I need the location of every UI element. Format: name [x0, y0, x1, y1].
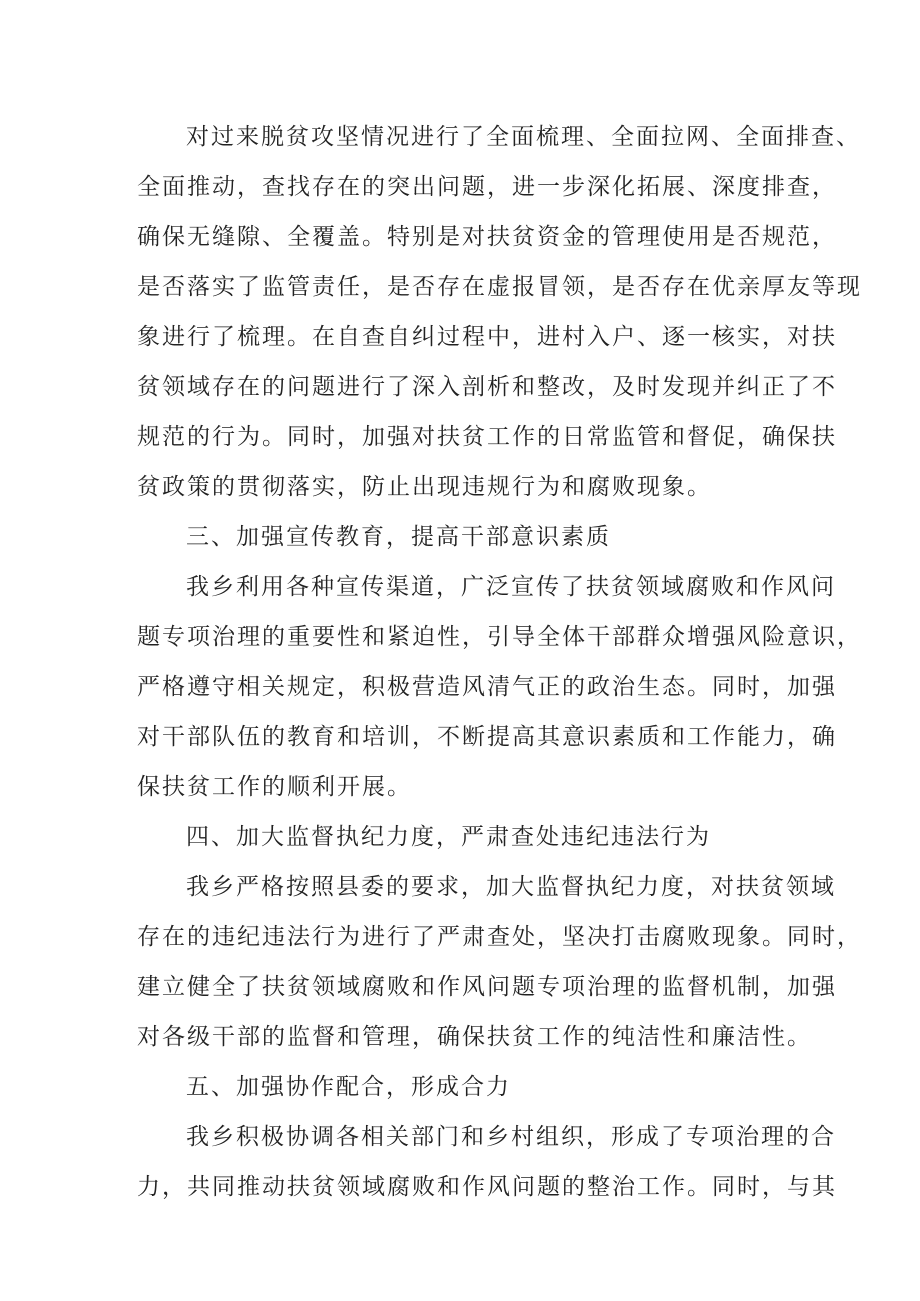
- paragraph-line: 贫领域存在的问题进行了深入剖析和整改，及时发现并纠正了不: [137, 374, 837, 400]
- paragraph-line: 全面推动，查找存在的突出问题，进一步深化拓展、深度排查，: [137, 174, 837, 200]
- paragraph-line: 我乡积极协调各相关部门和乡村组织，形成了专项治理的合: [186, 1124, 836, 1150]
- paragraph-line: 严格遵守相关规定，积极营造风清气正的政治生态。同时，加强: [137, 674, 837, 700]
- paragraph-line: 保扶贫工作的顺利开展。: [137, 774, 412, 800]
- section-heading: 三、加强宣传教育，提高干部意识素质: [186, 524, 611, 550]
- paragraph-line: 力，共同推动扶贫领域腐败和作风问题的整治工作。同时，与其: [137, 1174, 837, 1200]
- paragraph-line: 存在的违纪违法行为进行了严肃查处，坚决打击腐败现象。同时，: [137, 924, 862, 950]
- paragraph-line: 题专项治理的重要性和紧迫性，引导全体干部群众增强风险意识，: [137, 624, 862, 650]
- section-heading: 五、加强协作配合，形成合力: [186, 1074, 511, 1100]
- paragraph-line: 象进行了梳理。在自查自纠过程中，进村入户、逐一核实，对扶: [137, 324, 837, 350]
- paragraph-line: 对各级干部的监督和管理，确保扶贫工作的纯洁性和廉洁性。: [137, 1024, 812, 1050]
- paragraph-line: 我乡严格按照县委的要求，加大监督执纪力度，对扶贫领域: [186, 874, 836, 900]
- paragraph-line: 贫政策的贯彻落实，防止出现违规行为和腐败现象。: [137, 474, 712, 500]
- paragraph-line: 对干部队伍的教育和培训，不断提高其意识素质和工作能力，确: [137, 724, 837, 750]
- paragraph-line: 确保无缝隙、全覆盖。特别是对扶贫资金的管理使用是否规范，: [137, 224, 837, 250]
- paragraph-line: 建立健全了扶贫领域腐败和作风问题专项治理的监督机制，加强: [137, 974, 837, 1000]
- paragraph-line: 是否落实了监管责任，是否存在虚报冒领，是否存在优亲厚友等现: [137, 274, 862, 300]
- section-heading: 四、加大监督执纪力度，严肃查处违纪违法行为: [186, 824, 711, 850]
- paragraph-line: 规范的行为。同时，加强对扶贫工作的日常监管和督促，确保扶: [137, 424, 837, 450]
- paragraph-line: 我乡利用各种宣传渠道，广泛宣传了扶贫领域腐败和作风问: [186, 574, 836, 600]
- paragraph-line: 对过来脱贫攻坚情况进行了全面梳理、全面拉网、全面排查、: [186, 124, 861, 150]
